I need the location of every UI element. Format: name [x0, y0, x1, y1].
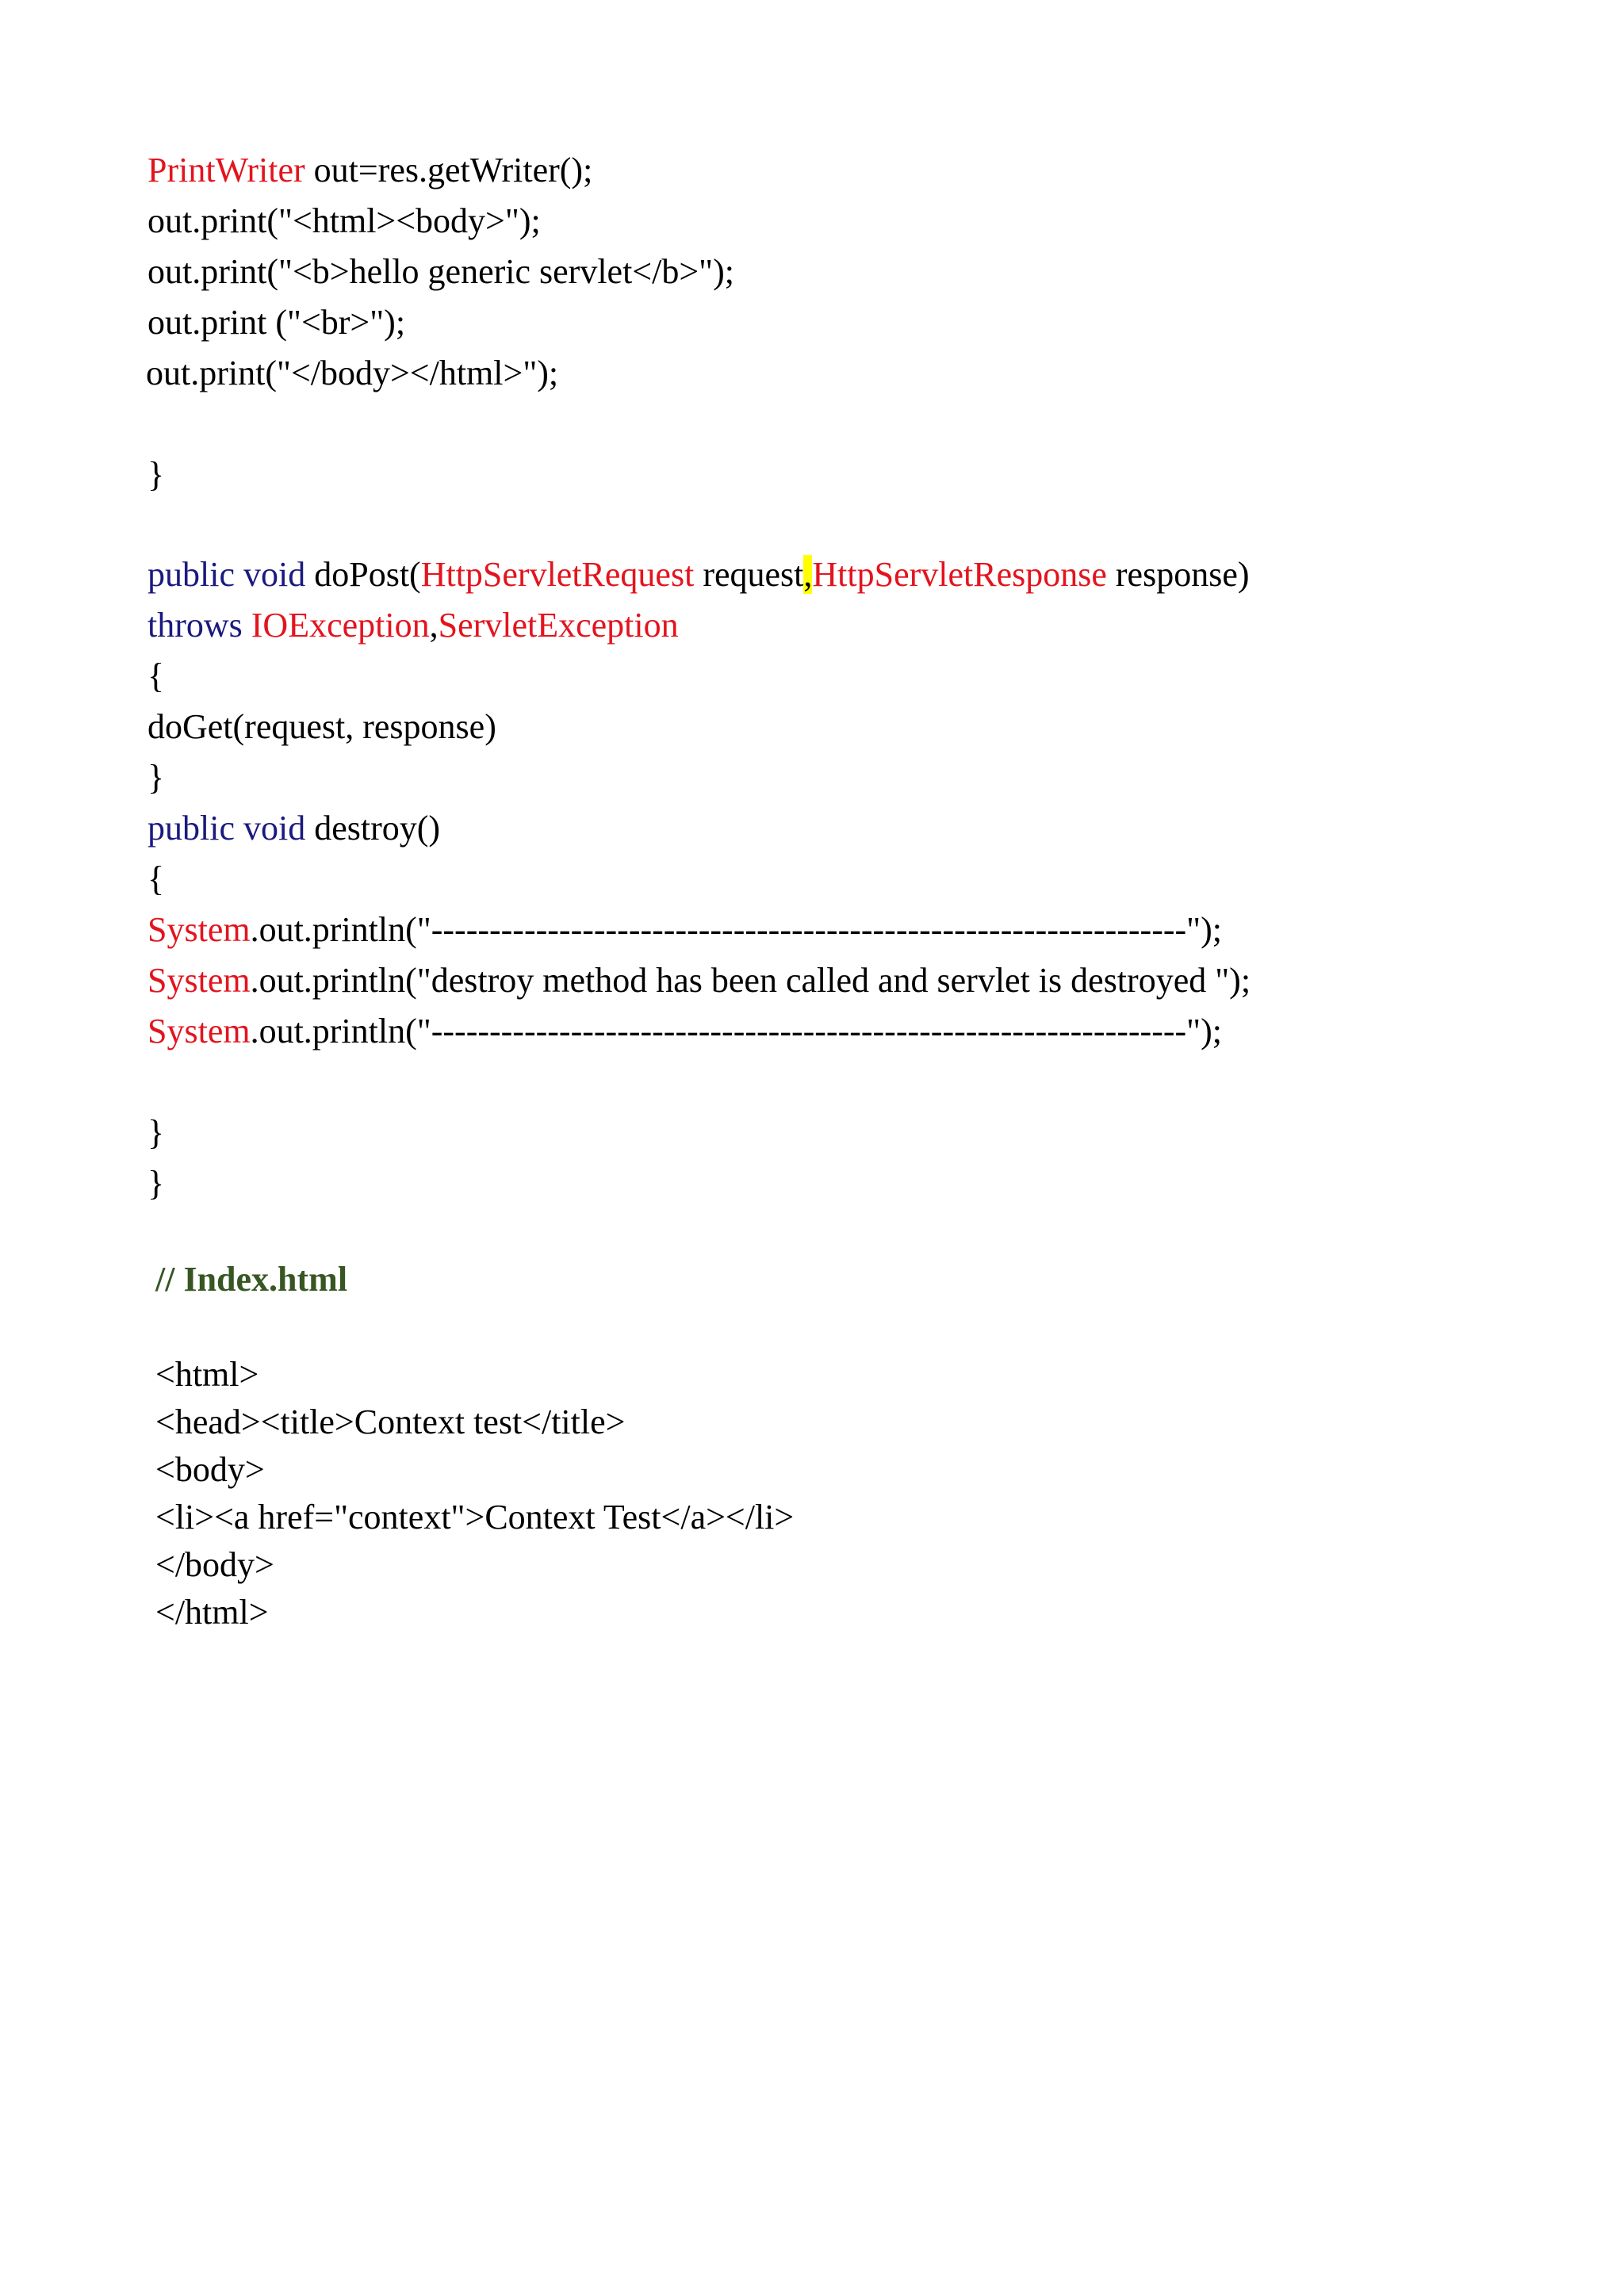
code-line — [147, 254, 734, 296]
html-code-line: </body> — [155, 1545, 274, 1584]
code-line — [147, 608, 679, 649]
keyword-token: void — [243, 809, 306, 848]
type-token: IOException — [251, 606, 430, 645]
code-line — [147, 1115, 164, 1157]
type-token: System — [147, 910, 251, 949]
code-text: .out.println("-----------------------------------------------------------------"); — [250, 1012, 1222, 1050]
type-token: ServletException — [438, 606, 679, 645]
keyword-token: void — [243, 555, 306, 594]
html-code-line: </html> — [155, 1593, 269, 1632]
code-text: doGet(request, response) — [147, 707, 496, 746]
code-text: } — [147, 1113, 165, 1152]
code-line — [147, 656, 165, 700]
keyword-token: throws — [147, 606, 243, 645]
code-line — [147, 305, 405, 346]
html-code-line: <li><a href="context">Context Test</a></li> — [155, 1498, 795, 1536]
code-text: destroy() — [314, 809, 441, 848]
html-code-line: <html> — [155, 1355, 259, 1394]
code-text: doPost( — [314, 555, 421, 594]
code-line — [147, 963, 1251, 1004]
code-text: request — [694, 555, 804, 594]
code-text: { — [147, 859, 165, 898]
code-text: out.print("<html><body>"); — [147, 201, 541, 240]
code-line — [147, 859, 165, 903]
code-text: out.print("<b>hello generic servlet</b>"); — [147, 252, 734, 291]
code-text: .out.println("-----------------------------------------------------------------"); — [250, 910, 1222, 949]
html-code-line: <head><title>Context test</title> — [155, 1402, 626, 1441]
code-line — [147, 707, 496, 751]
keyword-token: public — [147, 809, 235, 848]
type-token: System — [147, 961, 251, 1000]
code-text: } — [147, 758, 165, 797]
code-text: response) — [1106, 555, 1250, 594]
code-line — [147, 153, 592, 194]
code-text: , — [429, 606, 439, 645]
code-text: out.print ("<br>"); — [147, 303, 406, 342]
type-token: HttpServletResponse — [812, 555, 1107, 594]
code-text: .out.println("destroy method has been called and servlet is destroyed "); — [250, 961, 1251, 1000]
code-line — [146, 356, 558, 397]
code-line — [147, 201, 541, 245]
code-text: } — [147, 455, 165, 494]
code-text: out=res.getWriter(); — [304, 151, 593, 189]
code-text: { — [147, 656, 165, 695]
code-line — [147, 1166, 164, 1207]
code-line — [147, 457, 164, 499]
code-line — [147, 1014, 1222, 1055]
code-line — [147, 760, 164, 802]
code-text: out.print("</body></html>"); — [146, 354, 559, 392]
keyword-token: public — [147, 555, 235, 594]
html-code-line: <body> — [155, 1450, 265, 1489]
code-line — [147, 557, 1250, 599]
code-text: } — [147, 1164, 165, 1203]
highlighted-comma: , — [803, 555, 813, 594]
type-token: System — [147, 1012, 251, 1050]
code-line — [147, 811, 440, 852]
type-token: HttpServletRequest — [420, 555, 695, 594]
section-heading: // Index.html — [155, 1260, 348, 1299]
type-token: PrintWriter — [147, 151, 305, 189]
code-line — [147, 910, 1222, 954]
